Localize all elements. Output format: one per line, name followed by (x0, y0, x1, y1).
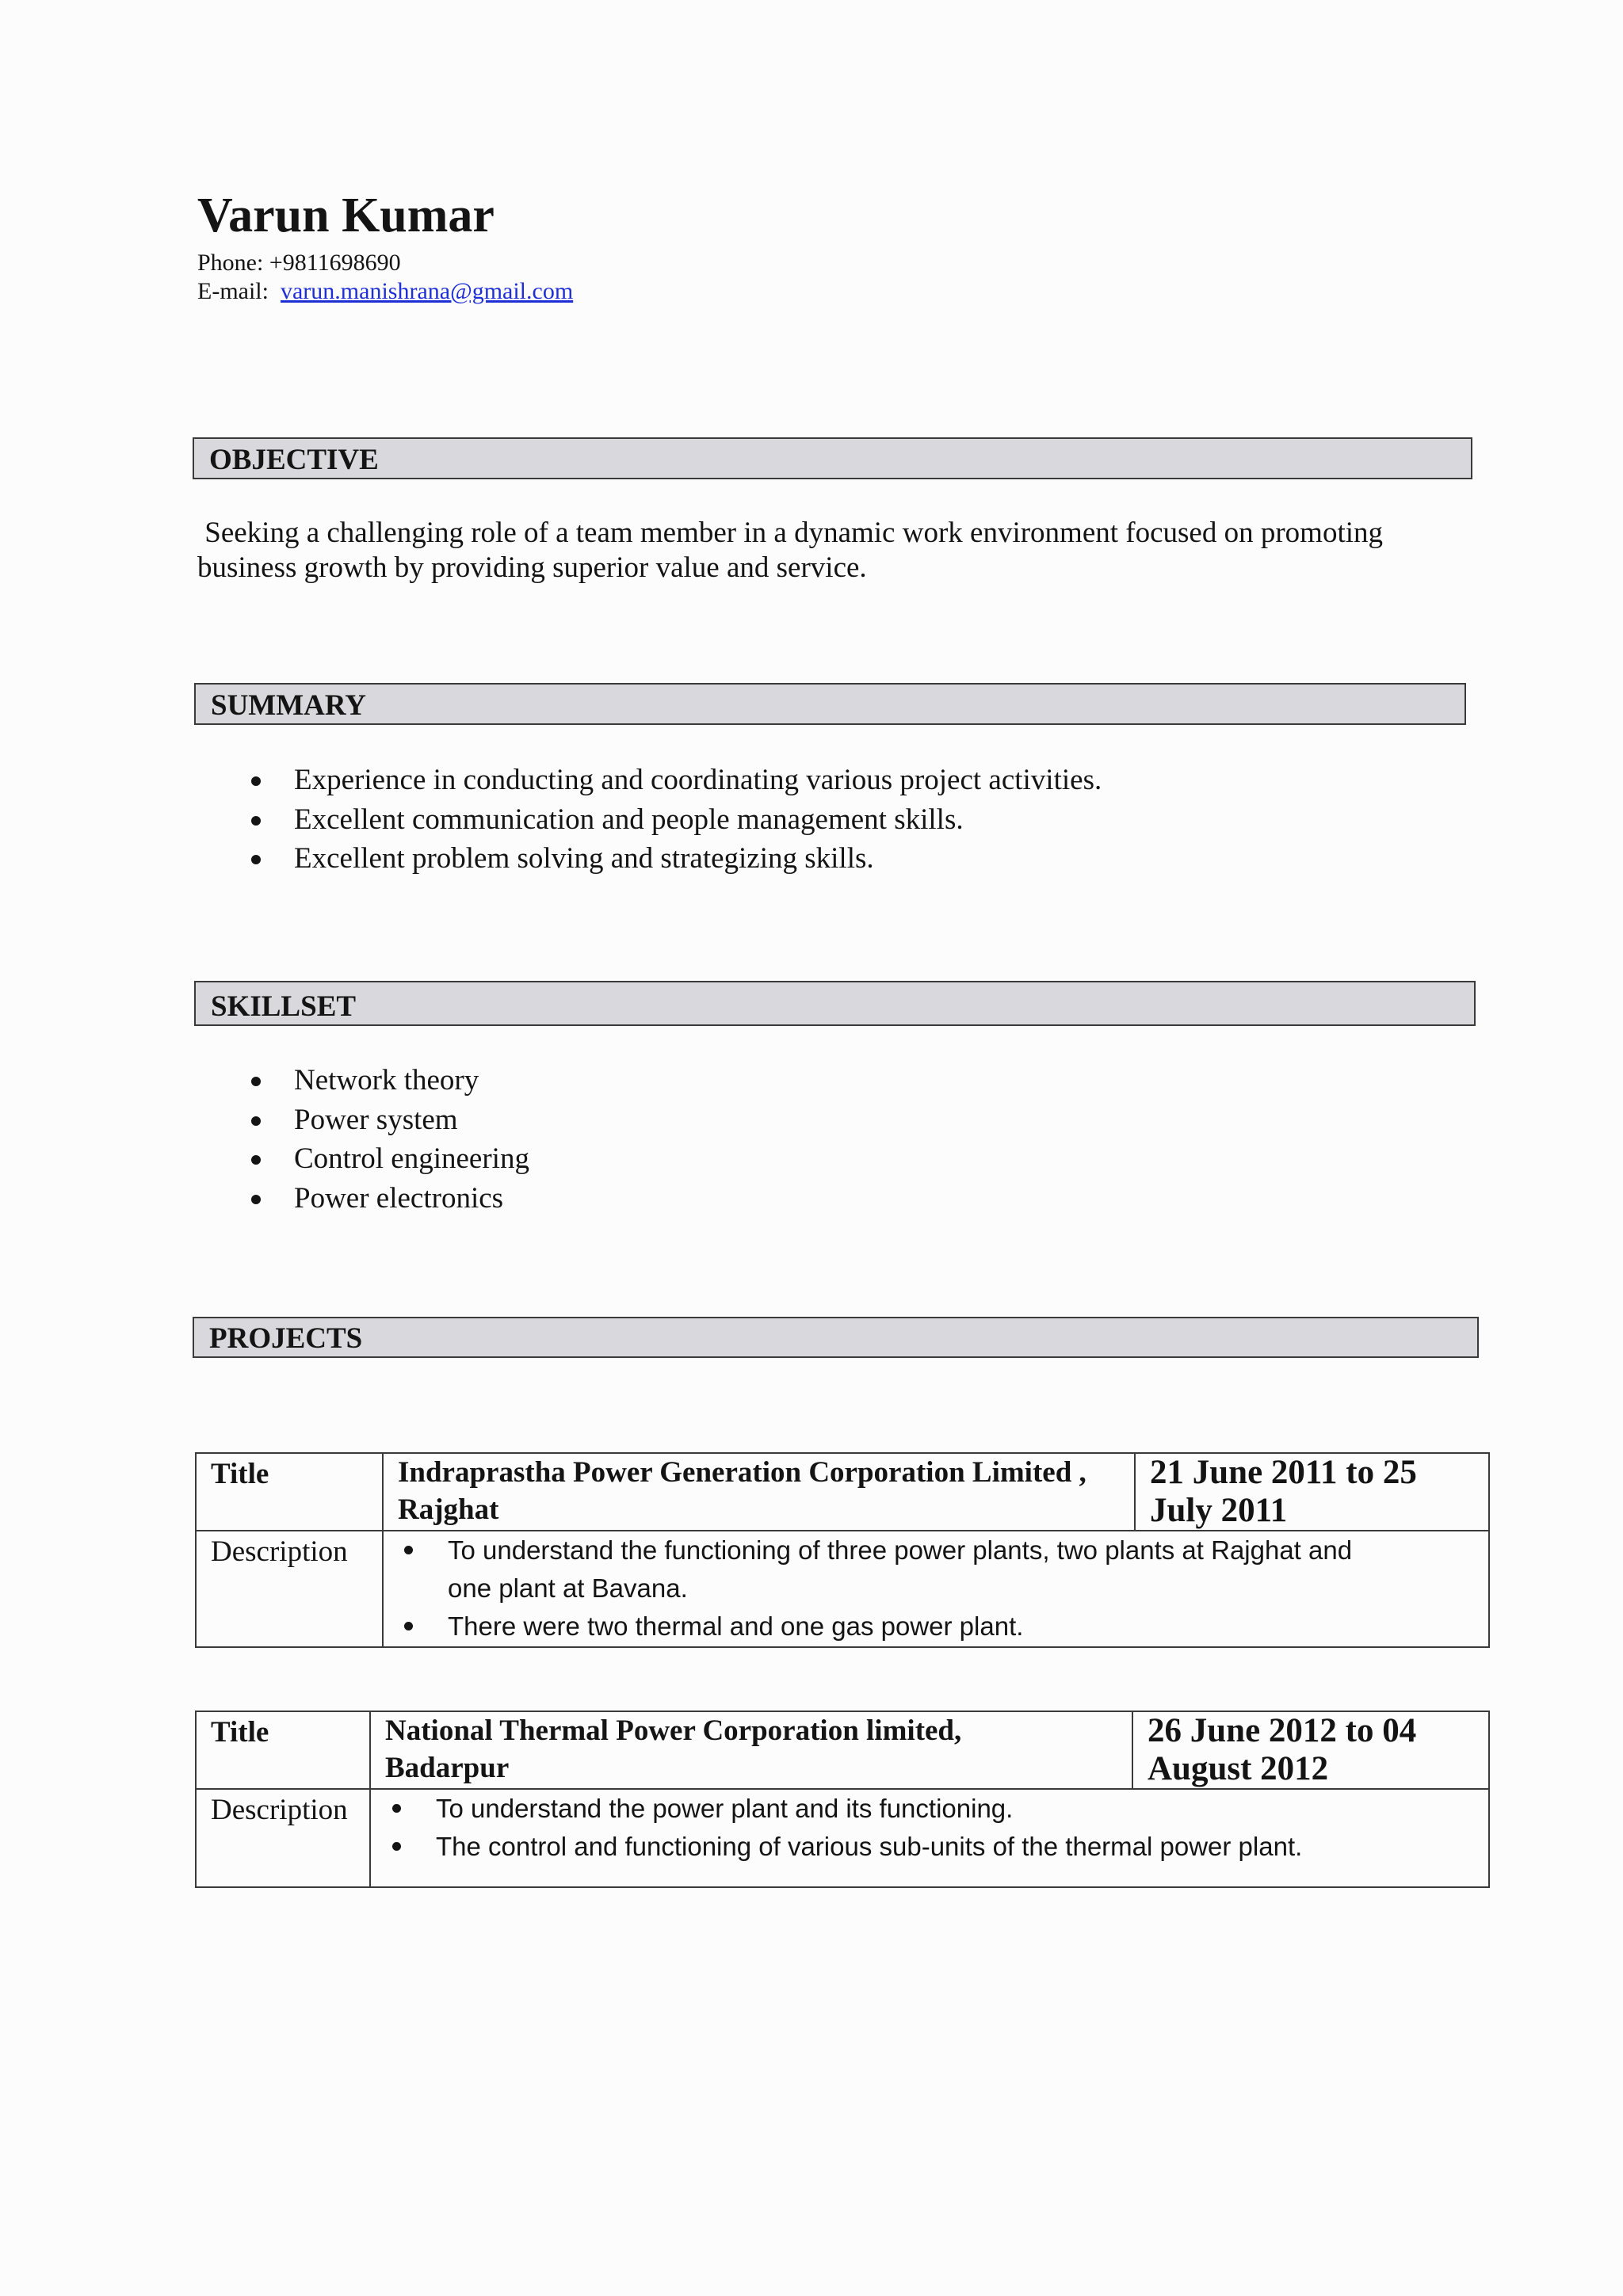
bullet-icon (251, 1195, 261, 1204)
project-title (383, 1453, 1135, 1531)
projects-heading: PROJECTS (193, 1317, 1479, 1358)
project-table-2 (195, 1711, 1490, 1888)
bullet-icon (251, 816, 261, 826)
table-row (196, 1789, 1489, 1887)
list-item: Power system (197, 1100, 1386, 1140)
list-item: To understand the power plant and its functioning. (371, 1790, 1488, 1828)
objective-heading: OBJECTIVE (193, 437, 1472, 479)
list-item: The control and functioning of various sub-units of the thermal power plant. (371, 1828, 1488, 1866)
project-date-line-2: July 2011 (1150, 1492, 1288, 1529)
bullet-icon (251, 855, 261, 864)
table-row (196, 1711, 1489, 1789)
project-description (370, 1789, 1489, 1887)
project-table-1 (195, 1452, 1490, 1648)
project-date-line-1: 26 June 2012 to 04 (1148, 1712, 1417, 1749)
bullet-icon (251, 1077, 261, 1086)
description-label: Description (196, 1531, 383, 1647)
list-item: one plant at Bavana. (448, 1573, 688, 1603)
project-dates (1132, 1711, 1489, 1789)
table-row (196, 1453, 1489, 1531)
phone-line (197, 249, 401, 277)
project-date-line-1: 21 June 2011 to 25 (1150, 1454, 1417, 1491)
summary-heading: SUMMARY (194, 683, 1466, 725)
list-item: To understand the functioning of three power plants, two plants at Rajghat and (384, 1531, 1488, 1569)
email-line (197, 277, 573, 306)
email-link[interactable]: varun.manishrana@gmail.com (280, 278, 574, 304)
phone-number: +9811698690 (269, 250, 401, 276)
project-dates (1135, 1453, 1489, 1531)
project-title-line-1: Indraprastha Power Generation Corporation Limited , (398, 1456, 1086, 1489)
bullet-icon (404, 1622, 413, 1630)
project-title-line-2: Badarpur (385, 1752, 510, 1784)
objective-text-line-1: Seeking a challenging role of a team member in a dynamic work environment focused on promoting (197, 517, 1384, 549)
description-label: Description (196, 1789, 370, 1887)
project-date-line-2: August 2012 (1148, 1750, 1329, 1787)
phone-label: Phone: (197, 250, 264, 276)
skillset-heading: SKILLSET (194, 981, 1476, 1026)
project-title (370, 1711, 1132, 1789)
email-label: E-mail: (197, 278, 269, 304)
objective-text-line-2: business growth by providing superior value and service. (197, 551, 867, 584)
bullet-icon (251, 1155, 261, 1165)
bullet-icon (251, 776, 261, 786)
list-item: Network theory (197, 1061, 1386, 1100)
project-title-line-2: Rajghat (398, 1493, 499, 1526)
candidate-name: Varun Kumar (197, 189, 495, 242)
list-item: Experience in conducting and coordinating various project activities. (197, 761, 1386, 800)
bullet-icon (404, 1546, 413, 1554)
list-item: Excellent problem solving and strategizing skills. (197, 839, 1386, 879)
skillset-list (197, 1061, 1386, 1218)
description-list (371, 1790, 1488, 1866)
bullet-icon (392, 1804, 401, 1813)
bullet-icon (251, 1116, 261, 1126)
list-item: Control engineering (197, 1139, 1386, 1179)
list-item: Excellent communication and people management skills. (197, 800, 1386, 840)
bullet-icon (392, 1842, 401, 1851)
table-row (196, 1531, 1489, 1647)
project-title-line-1: National Thermal Power Corporation limited, (385, 1714, 962, 1747)
list-item: There were two thermal and one gas power plant. (384, 1608, 1488, 1646)
project-description (383, 1531, 1489, 1647)
description-list (384, 1531, 1488, 1646)
title-label: Title (196, 1711, 370, 1789)
title-label: Title (196, 1453, 383, 1531)
list-item: Power electronics (197, 1179, 1386, 1219)
summary-list (197, 761, 1386, 879)
